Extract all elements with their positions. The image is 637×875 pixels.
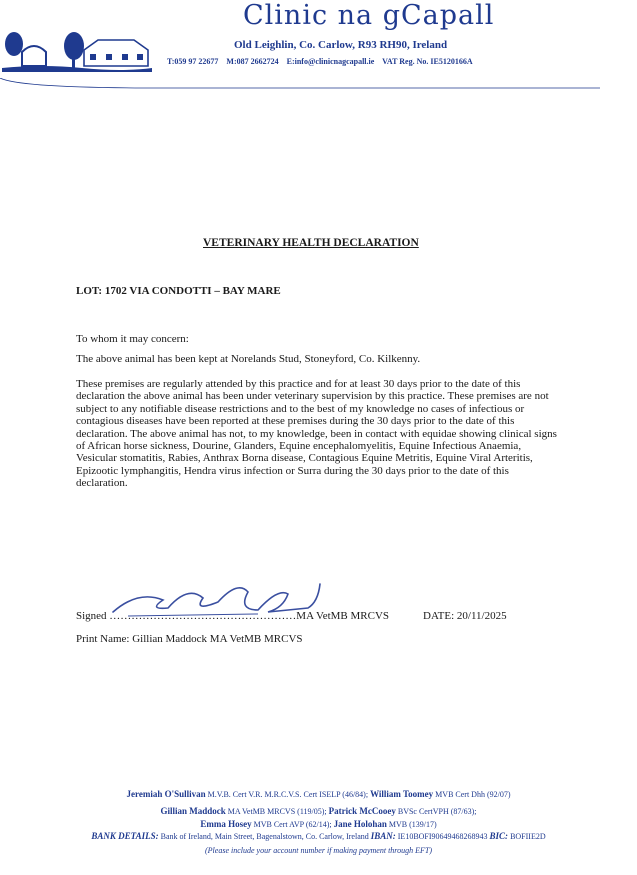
iban-value: IE10BOFI90649468268943 — [395, 832, 490, 841]
clinic-name: Clinic na gCapall — [243, 0, 495, 31]
vet-quals: MVB Cert Dhh (92/07) — [433, 790, 511, 799]
print-name: Print Name: Gillian Maddock MA VetMB MRCVS — [76, 633, 303, 645]
vet-quals: MVB (139/17) — [386, 820, 437, 829]
document-title: VETERINARY HEALTH DECLARATION — [203, 237, 419, 249]
header-curve — [0, 78, 600, 120]
bank-value: Bank of Ireland, Main Street, Bagenalstown, Co. Carlow, Ireland — [158, 832, 371, 841]
premises-paragraph: The above animal has been kept at Norelands Stud, Stoneyford, Co. Kilkenny. — [76, 353, 421, 365]
bic-value: BOFIIE2D — [508, 832, 546, 841]
signature-line: Signed ……………………………………………MA VetMB MRCVS — [76, 610, 390, 622]
vet-name: Jeremiah O'Sullivan — [126, 789, 206, 799]
vet-quals: MVB Cert AVP (62/14); — [251, 820, 334, 829]
footer-bank-details — [0, 831, 637, 841]
vet-name: Emma Hosey — [200, 819, 252, 829]
contact-line — [167, 57, 479, 66]
vet-name: Patrick McCooey — [328, 806, 396, 816]
lot-heading: LOT: 1702 VIA CONDOTTI – BAY MARE — [76, 285, 281, 297]
vet-name: William Toomey — [370, 789, 434, 799]
vet-quals: BVSc CertVPH (87/63); — [395, 807, 477, 816]
declaration-paragraph: These premises are regularly attended by this practice and for at least 30 days prior to the date of this declaration the above animal has been under veterinary supervision by this practice. These premises are not subject to any notifiable disease restrictions and to the best of my knowledge no cases of infectious or contagious diseases have been reported at these premises during the 30 days prior to the date of this declaration. The above animal has not, to my knowledge, been in contact with equidae showing clinical signs of African horse sickness, Dourine, Glanders, Equine encephalomyelitis, Equine Infectious Anaemia, Vesicular stomatitis, Rabies, Anthrax Borna disease, Contagious Equine Metritis, Equine Viral Arteritis, Epizootic lymphangitis, Hendra virus infection or Surra during the 30 days prior to the date of this declaration. — [76, 378, 557, 490]
bic-label: BIC: — [489, 831, 509, 841]
vet-quals: MA VetMB MRCVS (119/05); — [225, 807, 329, 816]
telephone: T:059 97 22677 — [167, 57, 219, 66]
declaration-date: DATE: 20/11/2025 — [423, 610, 507, 622]
salutation: To whom it may concern: — [76, 333, 189, 345]
vet-name: Jane Holohan — [333, 819, 387, 829]
iban-label: IBAN: — [370, 831, 396, 841]
vat-number: VAT Reg. No. IE5120166A — [382, 57, 473, 66]
clinic-logo-illustration — [2, 26, 152, 76]
email[interactable]: E:info@clinicnagcapall.ie — [286, 57, 375, 66]
clinic-address: Old Leighlin, Co. Carlow, R93 RH90, Ireland — [234, 39, 448, 51]
vet-name: Gillian Maddock — [160, 806, 226, 816]
mobile: M:087 2662724 — [226, 57, 279, 66]
footer-vets-line-2 — [0, 806, 637, 816]
bank-label: BANK DETAILS: — [91, 831, 159, 841]
vet-quals: M.V.B. Cert V.R. M.R.C.V.S. Cert ISELP (46/84); — [205, 790, 371, 799]
payment-note: (Please include your account number if making payment through EFT) — [205, 846, 432, 855]
footer-vets-line-1 — [0, 789, 637, 799]
footer-vets-line-3 — [0, 819, 637, 829]
